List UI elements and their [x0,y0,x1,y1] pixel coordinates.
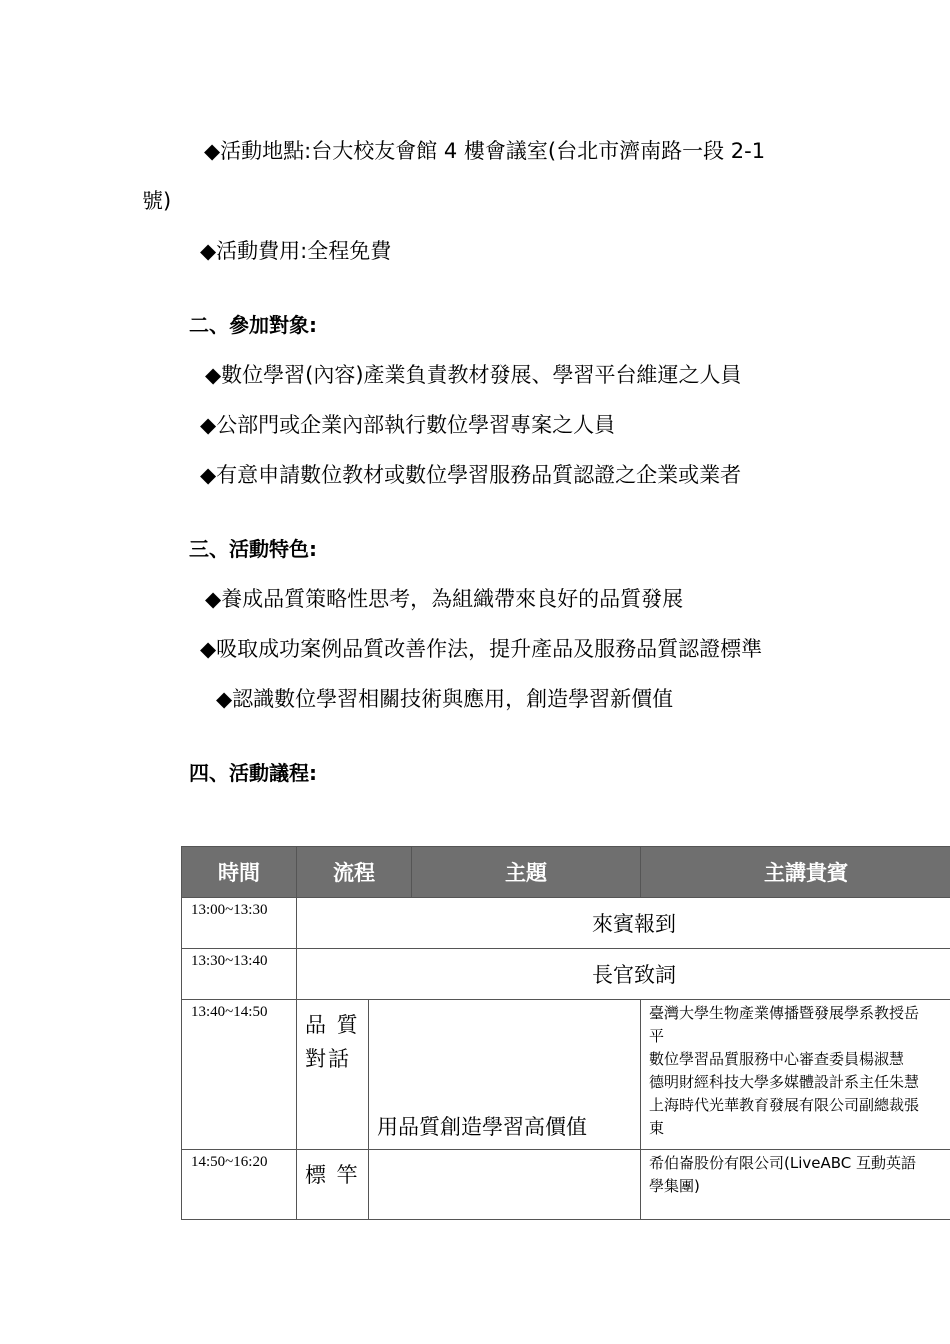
header-time: 時間 [182,847,297,898]
flow-cell [297,1150,369,1220]
section-heading-participants: 二、參加對象: [189,313,317,337]
time-cell: 13:40~14:50 [182,1000,297,1150]
speakers-cell [641,1000,950,1150]
speaker-line: 臺灣大學生物產業傳播暨發展學系教授岳 [649,1004,920,1022]
header-topic: 主題 [412,847,641,898]
time-cell: 14:50~16:20 [182,1150,297,1220]
speaker-line: 平 [649,1027,665,1045]
feature-item: ◆吸取成功案例品質改善作法，提升產品及服務品質認證標準 [200,637,763,661]
flow-label-line: 對話 [305,1047,351,1071]
header-flow: 流程 [297,847,412,898]
participant-item: ◆公部門或企業內部執行數位學習專案之人員 [200,413,616,437]
speaker-line: 希伯崙股份有限公司(LiveABC 互動英語 [649,1154,917,1172]
feature-item: ◆認識數位學習相關技術與應用，創造學習新價值 [216,687,674,711]
participant-item: ◆數位學習(內容)產業負責教材發展、學習平台維運之人員 [205,363,742,387]
speakers-cell [641,1150,950,1220]
agenda-header-row [182,847,950,898]
speaker-line: 上海時代光華教育發展有限公司副總裁張 [649,1096,920,1114]
speaker-line: 數位學習品質服務中心審查委員楊淑慧 [649,1050,905,1068]
table-row [182,949,950,1000]
activity-location: ◆活動地點:台大校友會館 4 樓會議室(台北市濟南路一段 2-1 [204,139,766,163]
time-cell: 13:30~13:40 [182,949,297,1000]
table-row [182,1000,950,1150]
speaker-line: 學集團) [649,1177,700,1195]
table-row [182,1150,950,1220]
flow-cell [297,1000,369,1150]
activity-fee: ◆活動費用:全程免費 [200,239,392,263]
section-heading-agenda: 四、活動議程: [189,761,317,785]
agenda-table [181,846,950,1220]
flow-label-line: 標 竿 [305,1163,360,1187]
time-cell: 13:00~13:30 [182,898,297,949]
activity-location-continued: 號) [142,189,172,213]
topic-cell [369,1150,641,1220]
flow-label-line: 品 質 [305,1013,360,1037]
participant-item: ◆有意申請數位教材或數位學習服務品質認證之企業或業者 [200,463,742,487]
agenda-item-cell: 長官致詞 [297,949,950,1000]
feature-item: ◆養成品質策略性思考，為組織帶來良好的品質發展 [205,587,684,611]
speaker-line: 東 [649,1119,665,1137]
header-speakers: 主講貴賓 [641,847,950,898]
agenda-item-cell: 來賓報到 [297,898,950,949]
section-heading-features: 三、活動特色: [189,537,317,561]
table-row [182,898,950,949]
topic-cell: 用品質創造學習高價值 [369,1000,641,1150]
speaker-line: 德明財經科技大學多媒體設計系主任朱慧 [649,1073,920,1091]
